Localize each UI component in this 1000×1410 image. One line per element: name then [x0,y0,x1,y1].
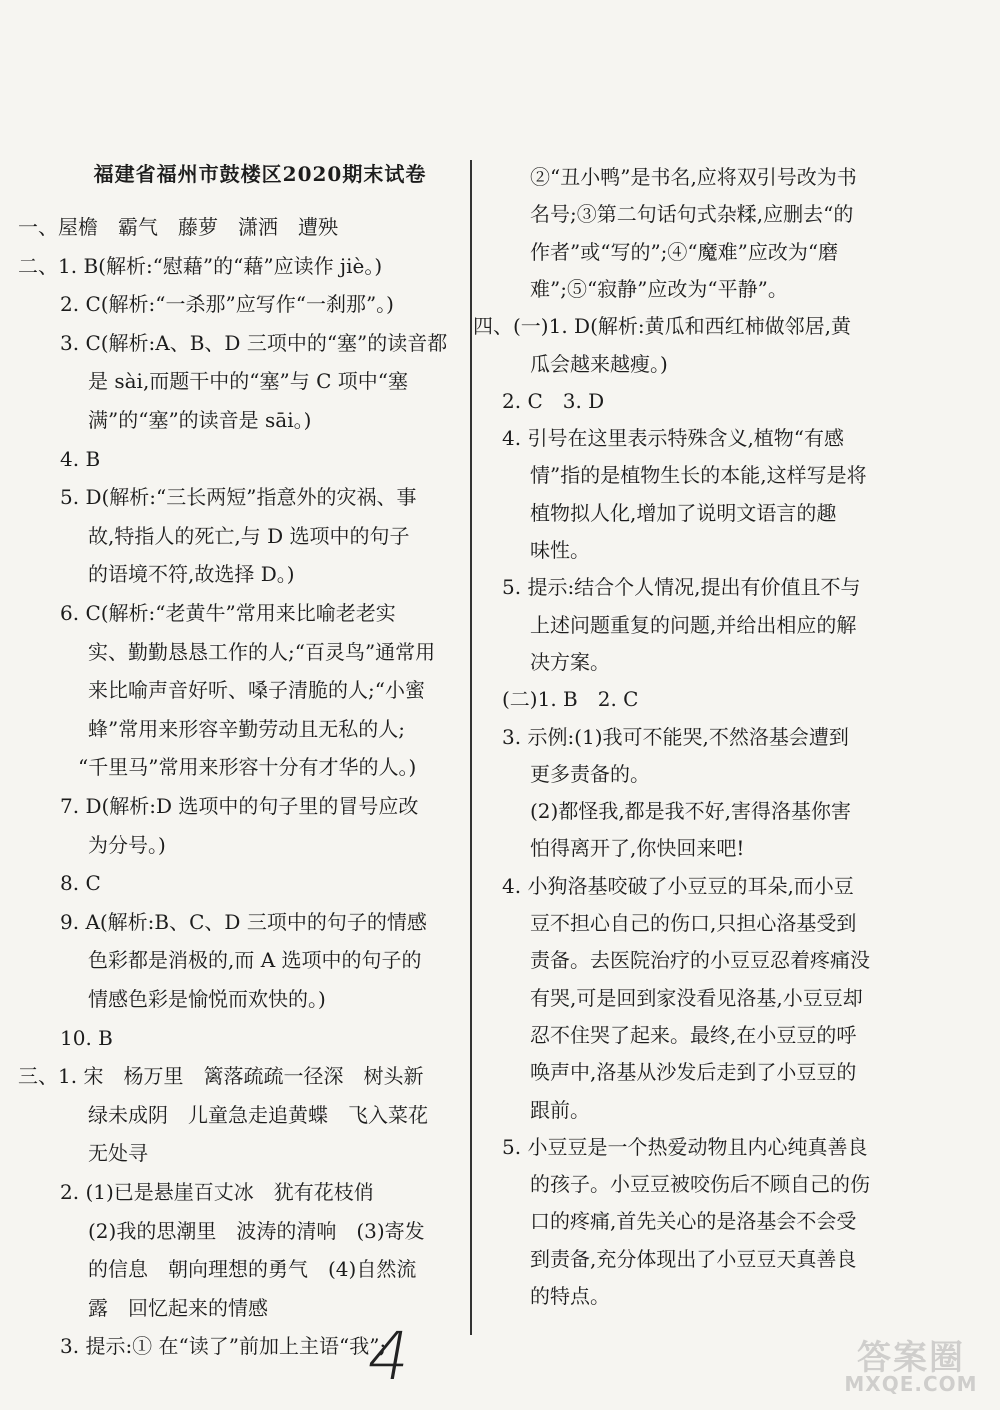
page-number: 4 [361,1318,417,1395]
answer-line: 名号;③第二句话句式杂糅,应删去“的 [530,202,854,227]
answer-line: 故,特指人的死亡,与 D 选项中的句子 [88,523,410,548]
answer-line: 5. 提示:结合个人情况,提出有价值且不与 [502,575,861,600]
watermark-text: 答案圈 [857,1338,965,1378]
answer-line: 四、(一)1. D(解析:黄瓜和西红柿做邻居,黄 [473,314,851,339]
answer-line: 3. C(解析:A、B、D 三项中的“塞”的读音都 [60,330,448,355]
answer-line: 10. B [60,1025,113,1050]
answer-line: 豆不担心自己的伤口,只担心洛基受到 [530,911,857,935]
answer-line: 味性。 [530,538,590,562]
answer-line: 8. C [60,871,101,896]
answer-line: 来比喻声音好听、嗓子清脆的人;“小蜜 [88,678,425,703]
answer-line: 7. D(解析:D 选项中的句子里的冒号应改 [60,794,419,818]
answer-line: 难”;⑤“寂静”应改为“平静”。 [530,276,788,301]
answer-line: 二、1. B(解析:“慰藉”的“藉”应读作 jiè。) [18,253,383,278]
answer-line: 6. C(解析:“老黄牛”常用来比喻老老实 [60,601,396,625]
page-title: 福建省福州市鼓楼区2020期末试卷 [93,162,427,186]
answer-line: 9. A(解析:B、C、D 三项中的句子的情感 [60,909,427,934]
answer-line: 情感色彩是愉悦而欢快的。) [88,987,326,1011]
answer-line: (二)1. B 2. C [502,687,639,712]
answer-line: ②“丑小鸭”是书名,应将双引号改为书 [530,165,857,189]
watermark-url: MXQE.COM [844,1372,978,1396]
answer-line: 作者”或“写的”;④“魔难”应改为“磨 [530,239,839,264]
answer-line: (2)我的思潮里 波涛的清响 (3)寄发 [88,1218,425,1243]
answer-line: (2)都怪我,都是我不好,害得洛基你害 [530,799,852,824]
answer-line: 到责备,充分体现出了小豆豆天真善良 [530,1246,857,1271]
answer-line: 为分号。) [88,832,166,857]
answer-line: 口的疼痛,首先关心的是洛基会不会受 [530,1209,857,1234]
answer-line: 情”指的是植物生长的本能,这样写是将 [530,463,867,488]
answer-line: 5. D(解析:“三长两短”指意外的灾祸、事 [60,485,417,510]
answer-line: 的孩子。小豆豆被咬伤后不顾自己的伤 [530,1172,870,1197]
answer-line: 4. B [60,446,101,471]
answer-line: 5. 小豆豆是一个热爱动物且内心纯真善良 [502,1134,868,1159]
answer-line: 怕得离开了,你快回来吧! [530,836,745,861]
answer-line: 跟前。 [530,1097,590,1122]
answer-line: 三、1. 宋 杨万里 篱落疏疏一径深 树头新 [18,1064,424,1089]
answer-line: 有哭,可是回到家没看见洛基,小豆豆却 [530,985,863,1010]
answer-line: 的语境不符,故选择 D。) [88,562,295,587]
answer-line: 上述问题重复的问题,并给出相应的解 [530,612,857,637]
answer-line: 满”的“塞”的读音是 sāi。) [88,408,312,432]
answer-line: 唤声中,洛基从沙发后走到了小豆豆的 [530,1060,857,1085]
answer-line: 一、屋檐 霸气 藤萝 潇洒 遭殃 [18,215,338,239]
answer-line: 无处寻 [88,1141,148,1166]
answer-line: 植物拟人化,增加了说明文语言的趣 [530,500,837,525]
answer-line: 是 sài,而题干中的“塞”与 C 项中“塞 [88,369,408,394]
answer-line: 露 回忆起来的情感 [88,1295,268,1320]
answer-line: 4. 引号在这里表示特殊含义,植物“有感 [502,426,845,451]
answer-line: 更多责备的。 [530,761,650,786]
answer-line: 瓜会越来越瘦。) [530,351,668,376]
column-divider [470,160,472,1335]
answer-line: 2. (1)已是悬崖百丈冰 犹有花枝俏 [60,1180,374,1204]
answer-line: 忍不住哭了起来。最终,在小豆豆的呼 [530,1022,857,1047]
answer-line: 绿未成阴 儿童急走追黄蝶 飞入菜花 [88,1102,428,1127]
answer-line: 实、勤勤恳恳工作的人;“百灵鸟”通常用 [88,639,436,664]
answer-line: 3. 提示:① 在“读了”前加上主语“我”; [60,1334,387,1359]
watermark-logo [836,1330,986,1400]
answer-line: 2. C(解析:“一杀那”应写作“一刹那”。) [60,292,394,317]
answer-line: 决方案。 [530,649,610,674]
answer-line: 蜂”常用来形容辛勤劳动且无私的人; [88,716,405,741]
answer-line: 的特点。 [530,1284,610,1308]
answer-line: 责备。去医院治疗的小豆豆忍着疼痛没 [530,948,870,973]
answer-line: “千里马”常用来形容十分有才华的人。) [78,755,417,780]
answer-line: 3. 示例:(1)我可不能哭,不然洛基会遭到 [502,724,849,749]
answer-line: 2. C 3. D [502,388,605,413]
answer-line: 的信息 朝向理想的勇气 (4)自然流 [88,1257,417,1282]
answer-line: 色彩都是消极的,而 A 选项中的句子的 [88,948,422,973]
answer-line: 4. 小狗洛基咬破了小豆豆的耳朵,而小豆 [502,873,854,898]
